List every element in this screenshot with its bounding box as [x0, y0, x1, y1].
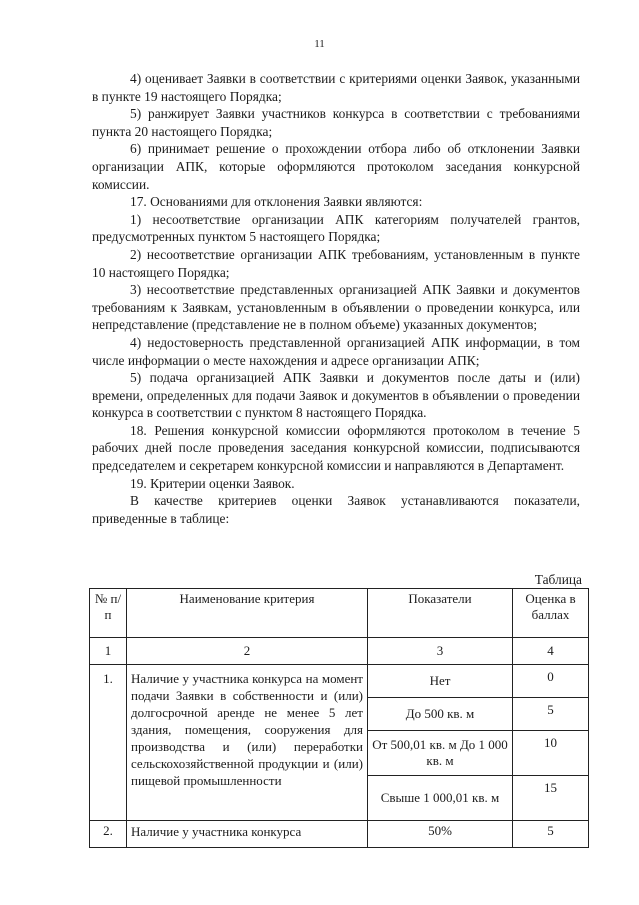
score-cell: 0	[513, 665, 589, 698]
column-number: 1	[90, 638, 127, 665]
paragraph: 17. Основаниями для отклонения Заявки являются:	[130, 194, 423, 210]
score-cell: 5	[513, 698, 589, 731]
indicator-cell: Свыше 1 000,01 кв. м	[368, 776, 513, 821]
paragraph: 5) подача организацией АПК Заявки и документов после даты и (или) времени, определенных для подачи Заявок и документов в объявлении о проведении конкурса в соответствии с пунктом 8 настоящего Порядка.	[92, 370, 580, 421]
paragraph: 1) несоответствие организации АПК категориям получателей грантов, предусмотренных пунктом 5 настоящего Порядка;	[92, 211, 580, 245]
column-number: 4	[513, 638, 589, 665]
header-cell-indicators: Показатели	[368, 589, 513, 638]
row-number: 1.	[90, 665, 127, 821]
paragraph: 3) несоответствие представленных организацией АПК Заявки и документов требованиям к Заявкам, установленным в объявлении о проведении конкурса, или непредставление (представление не в полном объеме) указанных документов;	[92, 282, 580, 333]
page-number: 11	[314, 38, 325, 50]
indicator-cell: 50%	[368, 821, 513, 848]
indicator-cell: До 500 кв. м	[368, 698, 513, 731]
paragraph: В качестве критериев оценки Заявок устанавливаются показатели, приведенные в таблице:	[92, 493, 580, 526]
document-body	[92, 70, 580, 527]
paragraph: 4) оценивает Заявки в соответствии с критериями оценки Заявок, указанными в пункте 19 настоящего Порядка;	[92, 71, 580, 104]
header-cell-number: № п/п	[90, 589, 127, 638]
table-caption: Таблица	[534, 572, 582, 587]
header-cell-score: Оценка в баллах	[513, 589, 589, 638]
column-number: 3	[368, 638, 513, 665]
paragraph: 5) ранжирует Заявки участников конкурса в соответствии с требованиями пункта 20 настоящего Порядка;	[92, 106, 580, 139]
score-cell: 5	[513, 821, 589, 848]
indicator-cell: Нет	[368, 665, 513, 698]
score-cell: 15	[513, 776, 589, 821]
criteria-table	[89, 588, 589, 848]
table-header-row	[90, 589, 589, 638]
paragraph: 18. Решения конкурсной комиссии оформляются протоколом в течение 5 рабочих дней после проведения заседания конкурсной комиссии, подписываются председателем и секретарем конкурсной комиссии и направляются в Департамент.	[92, 422, 580, 474]
paragraph: 4) недостоверность представленной организацией АПК информации, в том числе информации о месте нахождения и адресе организации АПК;	[92, 334, 580, 368]
table-row	[90, 665, 589, 698]
criterion-text: Наличие у участника конкурса на момент подачи Заявки в собственности и (или) долгосрочной аренде не менее 5 лет здания, помещения, сооружения для производства и (или) переработки сельскохозяйственной продукции и (или) пищевой промышленности	[127, 665, 368, 821]
paragraph: 2) несоответствие организации АПК требованиям, установленным в пункте 10 настоящего Порядка;	[92, 246, 580, 280]
column-number: 2	[127, 638, 368, 665]
table-row	[90, 821, 589, 848]
row-number: 2.	[90, 821, 127, 848]
score-cell: 10	[513, 731, 589, 776]
criterion-text: Наличие у участника конкурса	[127, 821, 368, 848]
paragraph: 6) принимает решение о прохождении отбора либо об отклонении Заявки организации АПК, которые оформляются протоколом заседания конкурсной комиссии.	[92, 141, 580, 192]
header-cell-criterion: Наименование критерия	[127, 589, 368, 638]
paragraph: 19. Критерии оценки Заявок.	[130, 475, 295, 491]
indicator-cell: От 500,01 кв. м До 1 000 кв. м	[368, 731, 513, 776]
column-number-row	[90, 638, 589, 665]
